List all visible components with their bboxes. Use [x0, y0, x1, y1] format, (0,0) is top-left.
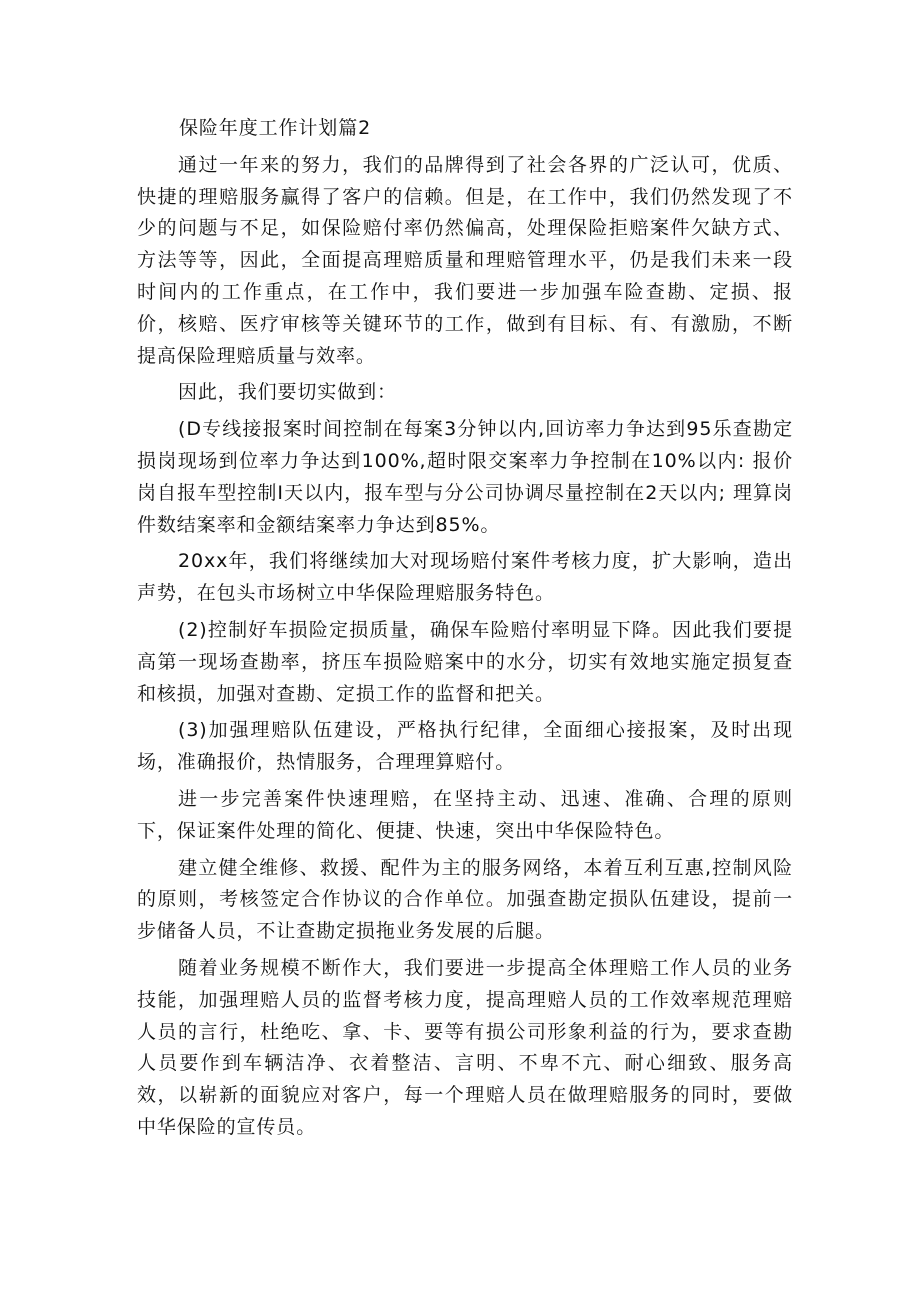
document-title: 保险年度工作计划篇2 — [179, 117, 372, 139]
paragraph-fast-claims: 进一步完善案件快速理赔，在坚持主动、迅速、准确、合理的原则下，保证案件处理的简化、便捷、快速，突出中华保险特色。 — [137, 787, 793, 842]
paragraph-intro: 通过一年来的努力，我们的品牌得到了社会各界的广泛认可，优质、快捷的理赔服务赢得了客户的信赖。但是，在工作中，我们仍然发现了不少的问题与不足，如保险赔付率仍然偏高，处理保险拒赔案件欠缺方式、方法等等，因此，全面提高理赔质量和理赔管理水平，仍是我们未来一段时间内的工作重点，在工作中，我们要进一步加强车险查勘、定损、报价，核赔、医疗审核等关键环节的工作，做到有目标、有、有激励，不断提高保险理赔质量与效率。 — [137, 153, 793, 367]
document-body — [137, 113, 793, 1144]
paragraph-staff-skills: 随着业务规模不断作大，我们要进一步提高全体理赔工作人员的业务技能，加强理赔人员的监督考核力度，提高理赔人员的工作效率规范理赔人员的言行，杜绝吃、拿、卡、要等有损公司形象利益的行为，要求查勘人员要作到车辆洁净、衣着整洁、言明、不卑不亢、耐心细致、服务高效，以崭新的面貌应对客户，每一个理赔人员在做理赔服务的同时，要做中华保险的宣传员。 — [137, 956, 793, 1138]
paragraph-item-3: (3)加强理赔队伍建设，严格执行纪律，全面细心接报案，及时出现场，准确报价，热情服务，合理理算赔付。 — [137, 719, 793, 774]
paragraph-item-2: (2)控制好车损险定损质量，确保车险赔付率明显下降。因此我们要提高第一现场查勘率，挤压车损险赔案中的水分，切实有效地实施定损复查和核损，加强对查勘、定损工作的监督和把关。 — [137, 618, 793, 705]
paragraph-item-1: (D专线接报案时间控制在每案3分钟以内,回访率力争达到95乐查勘定损岗现场到位率力争达到100%,超时限交案率力争控制在10%以内: 报价岗自报车型控制I天以内，报车型与分公司协调尽量控制在2天以内; 理算岗件数结案率和金额结案率力争达到85%。 — [137, 418, 793, 536]
paragraph-therefore: 因此，我们要切实做到： — [178, 381, 397, 404]
paragraph-20xx: 20xx年，我们将继续加大对现场赔付案件考核力度，扩大影响，造出声势，在包头市场树立中华保险理赔服务特色。 — [137, 550, 793, 605]
paragraph-service-network: 建立健全维修、救援、配件为主的服务网络，本着互利互惠,控制风险的原则，考核签定合作协议的合作单位。加强查勘定损队伍建设，提前一步储备人员，不让查勘定损拖业务发展的后腿。 — [137, 856, 793, 943]
